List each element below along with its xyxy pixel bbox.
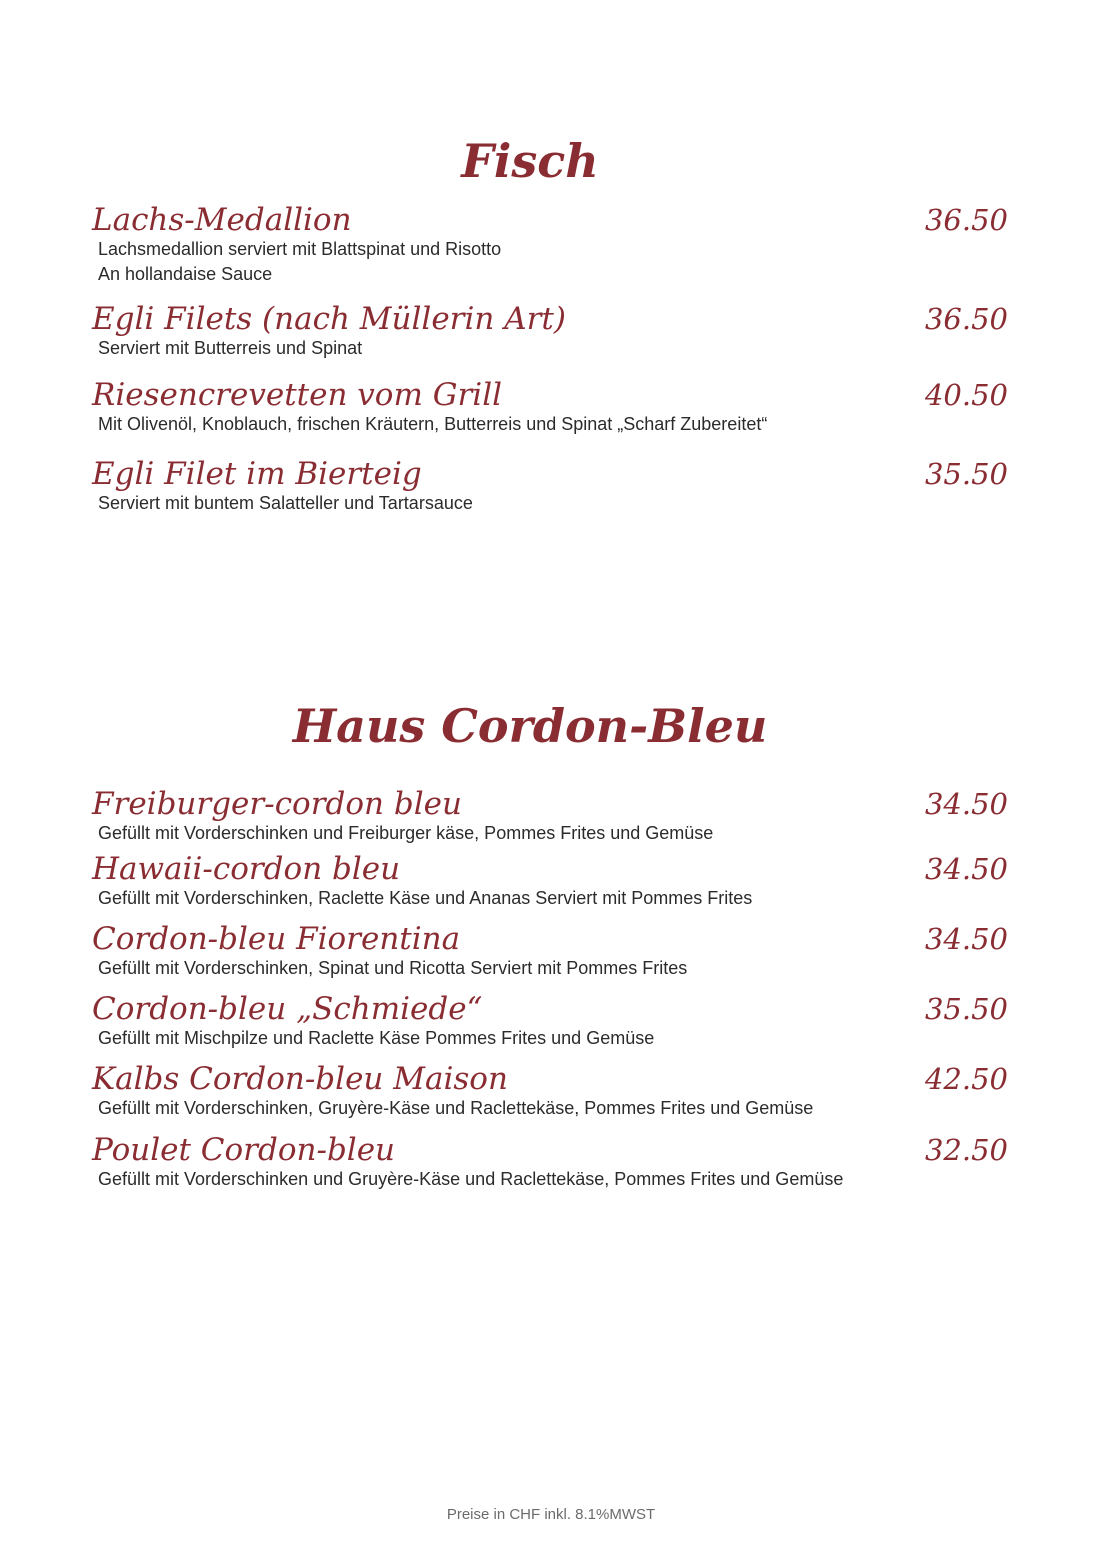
menu-item — [92, 787, 1012, 846]
item-name: Cordon-bleu „Schmiede“ — [92, 991, 483, 1027]
item-price: 35.50 — [924, 992, 1008, 1026]
item-description: Mit Olivenöl, Knoblauch, frischen Kräutern, Butterreis und Spinat „Scharf Zubereitet“ — [98, 414, 768, 434]
item-price: 36.50 — [924, 302, 1008, 336]
item-name: Poulet Cordon-bleu — [92, 1132, 396, 1168]
item-description-line-2: An hollandaise Sauce — [98, 264, 273, 284]
section-title-haus-cordon-bleu: Haus Cordon-Bleu — [292, 699, 768, 753]
menu-item — [92, 302, 1012, 361]
item-name: Egli Filet im Bierteig — [92, 456, 422, 492]
item-description: Serviert mit Butterreis und Spinat — [98, 338, 363, 358]
menu-item — [92, 203, 1012, 287]
item-description: Gefüllt mit Mischpilze und Raclette Käse Pommes Frites und Gemüse — [98, 1028, 655, 1048]
menu-item — [92, 922, 1012, 981]
item-name: Freiburger-cordon bleu — [92, 786, 462, 822]
item-price: 34.50 — [924, 922, 1008, 956]
menu-item — [92, 992, 1012, 1051]
menu-item — [92, 457, 1012, 516]
menu-item — [92, 378, 1012, 437]
item-name: Egli Filets (nach Müllerin Art) — [92, 301, 566, 337]
menu-item — [92, 1062, 1012, 1121]
item-price: 32.50 — [924, 1133, 1008, 1167]
item-price: 42.50 — [924, 1062, 1008, 1096]
item-description: Gefüllt mit Vorderschinken und Freiburger käse, Pommes Frites und Gemüse — [98, 823, 714, 843]
item-price: 35.50 — [924, 457, 1008, 491]
item-name: Lachs-Medallion — [92, 202, 352, 238]
item-description: Gefüllt mit Vorderschinken, Spinat und Ricotta Serviert mit Pommes Frites — [98, 958, 688, 978]
item-description: Gefüllt mit Vorderschinken, Gruyère-Käse und Raclettekäse, Pommes Frites und Gemüse — [98, 1098, 814, 1118]
item-price: 36.50 — [924, 203, 1008, 237]
item-description: Gefüllt mit Vorderschinken und Gruyère-Käse und Raclettekäse, Pommes Frites und Gemüse — [98, 1169, 844, 1189]
item-price: 34.50 — [924, 787, 1008, 821]
item-price: 40.50 — [924, 378, 1008, 412]
item-name: Hawaii-cordon bleu — [92, 851, 401, 887]
item-description: Serviert mit buntem Salatteller und Tartarsauce — [98, 493, 473, 513]
item-name: Cordon-bleu Fiorentina — [92, 921, 461, 957]
item-description: Lachsmedallion serviert mit Blattspinat und Risotto — [98, 239, 502, 259]
section-title-fisch: Fisch — [461, 134, 599, 188]
item-price: 34.50 — [924, 852, 1008, 886]
item-description: Gefüllt mit Vorderschinken, Raclette Käse und Ananas Serviert mit Pommes Frites — [98, 888, 753, 908]
item-name: Riesencrevetten vom Grill — [92, 377, 503, 413]
price-footnote: Preise in CHF inkl. 8.1%MWST — [446, 1506, 656, 1523]
item-name: Kalbs Cordon-bleu Maison — [92, 1061, 508, 1097]
menu-item — [92, 852, 1012, 911]
menu-item — [92, 1133, 1012, 1192]
